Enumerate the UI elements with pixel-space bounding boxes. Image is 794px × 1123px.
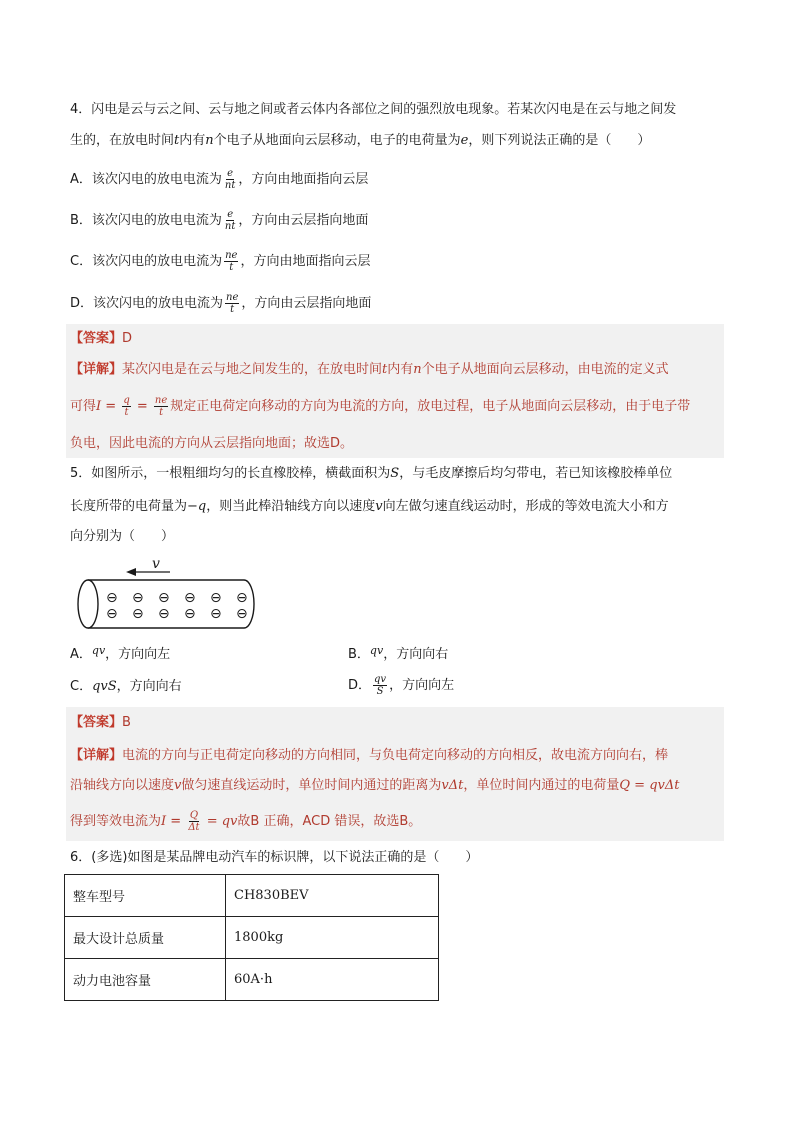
q5-detail-line1 [70,746,668,766]
option-math: qv [91,644,106,657]
q5-detail-line2 [70,776,679,796]
math-n: n [205,133,214,148]
detail-text: 故B 正确，ACD 错误，故选B。 [237,814,422,829]
table-cell-key: 最大设计总质量 [65,917,226,959]
q5-option-d [348,674,454,697]
q5-option-b [348,641,448,665]
fraction-numerator: q [123,395,130,406]
negative-charge-icon: ⊖ [106,606,118,622]
fraction-numerator: ne [225,250,238,261]
option-text: ，方向由地面指向云层 [240,254,371,269]
equals-sign: = [132,399,152,414]
rod-end-cap [78,580,98,628]
fraction-denominator: Δt [188,822,200,833]
option-text: ，方向由云层指向地面 [241,296,372,311]
fraction [224,209,236,232]
option-text: ，方向向左 [105,647,171,662]
q4-detail-line1 [70,360,669,380]
answer-tag: 【答案】 [70,715,123,730]
q5-option-c [70,677,182,697]
q5-detail-line3 [70,809,421,835]
q5-stem-line3: 向分别为（ ） [70,529,175,544]
negative-charge-icon: ⊖ [158,590,170,606]
q5-option-a [70,641,170,665]
answer-value: B [122,715,131,730]
detail-text: 内有 [387,362,414,377]
fraction-numerator: e [227,209,234,220]
table-cell-key: 整车型号 [65,875,226,917]
vehicle-spec-table [64,874,439,1001]
detail-text: 得到等效电流为 [70,814,162,829]
negative-charge-icon: ⊖ [106,590,118,606]
negative-charge-icon: ⊖ [132,606,144,622]
q6-stem-line1: 6．(多选)如图是某品牌电动汽车的标识牌，以下说法正确的是（ ） [70,850,479,865]
table-cell-value: 60A·h [226,959,439,1001]
q5-answer-line [70,713,131,733]
fraction-denominator: S [376,686,384,697]
q4-text: 个电子从地面向云层移动，电子的电荷量为 [213,133,461,148]
q4-text: ，则下列说法正确的是（ ） [468,133,651,148]
fraction-numerator: qv [374,674,387,685]
option-label: C．该次闪电的放电电流为 [70,254,223,269]
fraction-denominator: nt [224,180,236,191]
negative-charges [106,590,248,622]
math-I: I [161,814,167,829]
fraction [154,395,168,418]
fraction [373,674,387,697]
math-S: S [390,466,400,481]
answer-value: D [122,331,133,346]
fraction-denominator: t [159,407,164,418]
q4-option-b [70,209,368,232]
table-cell-value: 1800kg [226,917,439,959]
q4-detail-line3: 负电，因此电流的方向从云层指向地面；故选D。 [70,436,354,451]
detail-text: 个电子从地面向云层移动，由电流的定义式 [421,362,669,377]
option-math: qvS [92,679,117,694]
math-e: e [460,133,469,148]
math-charge-formula: Q = qvΔt [619,778,680,793]
math-qv: = qv [202,814,238,829]
negative-charge-icon: ⊖ [210,606,222,622]
detail-text: 可得 [70,399,97,414]
option-label: B． [348,647,370,662]
math-n: n [413,362,422,377]
fraction [224,168,236,191]
option-label: B．该次闪电的放电电流为 [70,213,222,228]
math-t: t [174,133,180,148]
table-row [65,875,439,917]
arrow-head-icon [126,568,136,576]
q4-option-a [70,168,368,191]
q4-text: 内有 [179,133,206,148]
negative-charge-icon: ⊖ [158,606,170,622]
table-cell-key: 动力电池容量 [65,959,226,1001]
table-cell-value: CH830BEV [226,875,439,917]
option-text: ，方向由地面指向云层 [238,172,369,187]
fraction [122,395,130,418]
q4-option-c [70,250,370,273]
q5-text: ，则当此棒沿轴线方向以速度 [206,499,376,514]
q4-answer-block [66,324,724,458]
q5-text: 长度所带的电荷量为 [70,499,188,514]
option-text: ，方向向左 [389,678,455,693]
negative-charge-icon: ⊖ [210,590,222,606]
fraction [225,292,239,315]
q5-answer-block [66,707,724,841]
math-I: I [96,399,102,414]
fraction-denominator: t [124,407,129,418]
negative-charge-icon: ⊖ [236,590,248,606]
detail-text: 做匀速直线运动时，单位时间内通过的距离为 [181,778,442,793]
table-row [65,959,439,1001]
option-label: A． [70,647,92,662]
detail-text: 沿轴线方向以速度 [70,778,175,793]
option-math: qv [369,644,384,657]
q5-text: 向左做匀速直线运动时，形成的等效电流大小和方 [382,499,669,514]
negative-charge-icon: ⊖ [132,590,144,606]
math-v: v [174,778,182,793]
q4-stem-line2 [70,131,650,151]
detail-text: ，单位时间内通过的电荷量 [463,778,620,793]
detail-tag: 【详解】 [70,748,123,763]
table-row [65,917,439,959]
rubber-rod-figure [74,556,260,632]
q4-detail-line2 [70,394,690,420]
math-neg-q: −q [187,499,207,514]
detail-text: 电流的方向与正电荷定向移动的方向相同，与负电荷定向移动的方向相反，故电流方向向右，棒 [122,748,669,763]
math-v: v [375,499,383,514]
q5-text: ，与毛皮摩擦后均匀带电，若已知该橡胶棒单位 [399,466,673,481]
q4-stem-line1: 4．闪电是云与云之间、云与地之间或者云体内各部位之间的强烈放电现象。若某次闪电是在云与地之间发 [70,102,677,117]
fraction-numerator: ne [154,395,168,406]
fraction [224,250,238,273]
option-label: A．该次闪电的放电电流为 [70,172,222,187]
equals-sign: = [101,399,121,414]
fraction-numerator: Q [189,810,199,821]
detail-tag: 【详解】 [70,362,123,377]
q4-option-d [70,292,371,315]
option-label: D．该次闪电的放电电流为 [70,296,224,311]
fraction-denominator: t [230,304,235,315]
negative-charge-icon: ⊖ [236,606,248,622]
q5-stem-line2 [70,497,669,517]
option-text: ，方向由云层指向地面 [238,213,369,228]
detail-text: 规定正电荷定向移动的方向为电流的方向，放电过程，电子从地面向云层移动，由于电子带 [170,399,691,414]
answer-tag: 【答案】 [70,331,123,346]
option-text: ，方向向右 [383,647,449,662]
q4-answer-line [70,329,132,349]
q5-stem-line1 [70,464,672,484]
velocity-label: v [152,556,160,572]
fraction [187,810,200,833]
q4-text: 生的，在放电时间 [70,133,175,148]
option-label: D． [348,678,372,693]
option-label: C． [70,679,93,694]
equals-sign: = [166,814,186,829]
fraction-denominator: t [229,262,234,273]
option-text: ，方向向右 [116,679,182,694]
detail-text: 某次闪电是在云与地之间发生的，在放电时间 [122,362,383,377]
negative-charge-icon: ⊖ [184,606,196,622]
fraction-denominator: nt [224,221,236,232]
negative-charge-icon: ⊖ [184,590,196,606]
math-v-delta-t: vΔt [441,778,464,793]
fraction-numerator: e [227,168,234,179]
q5-text: 5．如图所示，一根粗细均匀的长直橡胶棒，横截面积为 [70,466,391,481]
fraction-numerator: ne [226,292,239,303]
math-t: t [382,362,388,377]
